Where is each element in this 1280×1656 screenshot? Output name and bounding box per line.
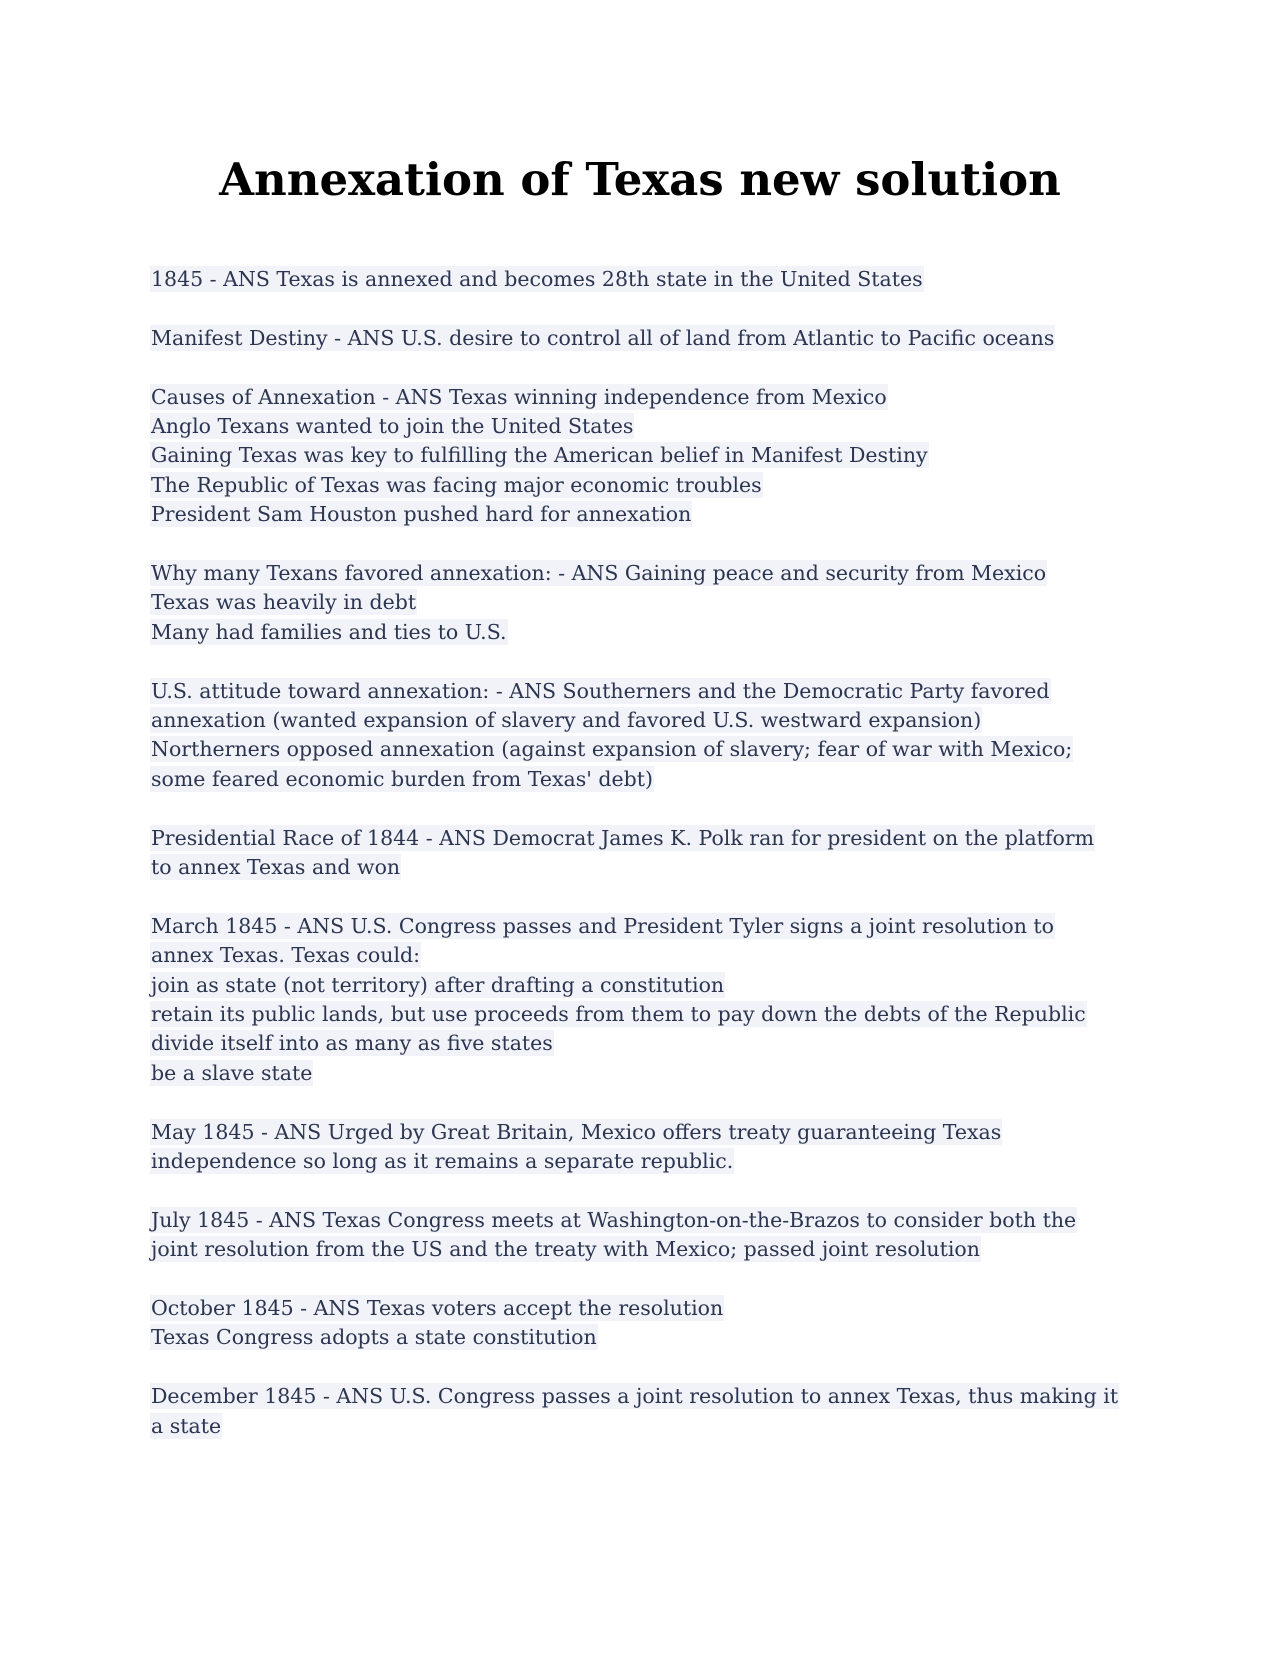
entry-line [150, 1059, 1150, 1088]
highlighted-text: March 1845 - ANS U.S. Congress passes and President Tyler signs a joint resolution to [151, 913, 1055, 938]
entry-line [150, 324, 1150, 353]
entry-line [150, 559, 1150, 588]
entry-line [150, 588, 1150, 617]
qa-entry [150, 265, 1150, 294]
entry-line [150, 1323, 1150, 1352]
highlighted-text: Texas Congress adopts a state constitution [151, 1325, 597, 1350]
entry-line [150, 677, 1150, 706]
entry-line [150, 1382, 1150, 1411]
highlighted-text: Texas was heavily in debt [151, 590, 417, 615]
qa-entry [150, 559, 1150, 647]
highlighted-text: Anglo Texans wanted to join the United States [151, 414, 634, 438]
highlighted-text: annex Texas. Texas could: [151, 943, 421, 968]
highlighted-text: annexation (wanted expansion of slavery and favored U.S. westward expansion) [151, 708, 982, 733]
entry-line [150, 471, 1150, 500]
entry-line [150, 706, 1150, 735]
entry-line [150, 1235, 1150, 1264]
entry-line [150, 971, 1150, 1000]
highlighted-text: U.S. attitude toward annexation: - ANS Southerners and the Democratic Party favored [151, 678, 1050, 703]
highlighted-text: 1845 - ANS Texas is annexed and becomes 28th state in the United States [151, 267, 923, 291]
qa-entry [150, 1118, 1150, 1177]
highlighted-text: some feared economic burden from Texas' debt) [151, 766, 654, 791]
highlighted-text: divide itself into as many as five states [151, 1031, 553, 1056]
document-body [150, 265, 1150, 1470]
entry-line [150, 853, 1150, 882]
entry-line [150, 1000, 1150, 1029]
qa-entry [150, 677, 1150, 795]
entry-line [150, 412, 1150, 441]
entry-line [150, 941, 1150, 970]
entry-line [150, 912, 1150, 941]
qa-entry [150, 1294, 1150, 1353]
qa-entry [150, 824, 1150, 883]
entry-line [150, 1294, 1150, 1323]
entry-line [150, 618, 1150, 647]
highlighted-text: Northerners opposed annexation (against expansion of slavery; fear of war with Mexico; [151, 737, 1073, 762]
qa-entry [150, 383, 1150, 530]
highlighted-text: Gaining Texas was key to fulfilling the American belief in Manifest Destiny [151, 443, 928, 468]
qa-entry [150, 912, 1150, 1088]
document-title: Annexation of Texas new solution [219, 153, 1061, 206]
highlighted-text: retain its public lands, but use proceeds from them to pay down the debts of the Republic [151, 1002, 1086, 1027]
highlighted-text: join as state (not territory) after drafting a constitution [151, 972, 725, 997]
highlighted-text: Many had families and ties to U.S. [151, 619, 507, 644]
highlighted-text: December 1845 - ANS U.S. Congress passes a joint resolution to annex Texas, thus making it [151, 1384, 1119, 1409]
entry-line [150, 765, 1150, 794]
highlighted-text: be a slave state [151, 1060, 313, 1085]
highlighted-text: May 1845 - ANS Urged by Great Britain, Mexico offers treaty guaranteeing Texas [151, 1119, 1002, 1144]
entry-line [150, 500, 1150, 529]
highlighted-text: Manifest Destiny - ANS U.S. desire to control all of land from Atlantic to Pacific oceans [151, 325, 1055, 350]
highlighted-text: July 1845 - ANS Texas Congress meets at Washington-on-the-Brazos to consider both the [151, 1207, 1077, 1232]
entry-line [150, 383, 1150, 412]
highlighted-text: Why many Texans favored annexation: - ANS Gaining peace and security from Mexico [151, 561, 1047, 586]
entry-line [150, 441, 1150, 470]
qa-entry [150, 324, 1150, 353]
highlighted-text: President Sam Houston pushed hard for annexation [151, 502, 692, 527]
highlighted-text: a state [151, 1413, 222, 1438]
highlighted-text: independence so long as it remains a separate republic. [151, 1149, 734, 1174]
entry-line [150, 1147, 1150, 1176]
entry-line [150, 1029, 1150, 1058]
entry-line [150, 265, 1150, 294]
highlighted-text: Presidential Race of 1844 - ANS Democrat James K. Polk ran for president on the platform [151, 825, 1095, 850]
highlighted-text: to annex Texas and won [151, 855, 401, 880]
entry-line [150, 824, 1150, 853]
entry-line [150, 1412, 1150, 1441]
entry-line [150, 735, 1150, 764]
entry-line [150, 1206, 1150, 1235]
qa-entry [150, 1206, 1150, 1265]
highlighted-text: joint resolution from the US and the treaty with Mexico; passed joint resolution [151, 1237, 980, 1262]
qa-entry [150, 1382, 1150, 1441]
entry-line [150, 1118, 1150, 1147]
highlighted-text: Causes of Annexation - ANS Texas winning independence from Mexico [151, 384, 887, 409]
highlighted-text: The Republic of Texas was facing major economic troubles [151, 472, 762, 497]
highlighted-text: October 1845 - ANS Texas voters accept the resolution [151, 1296, 724, 1321]
